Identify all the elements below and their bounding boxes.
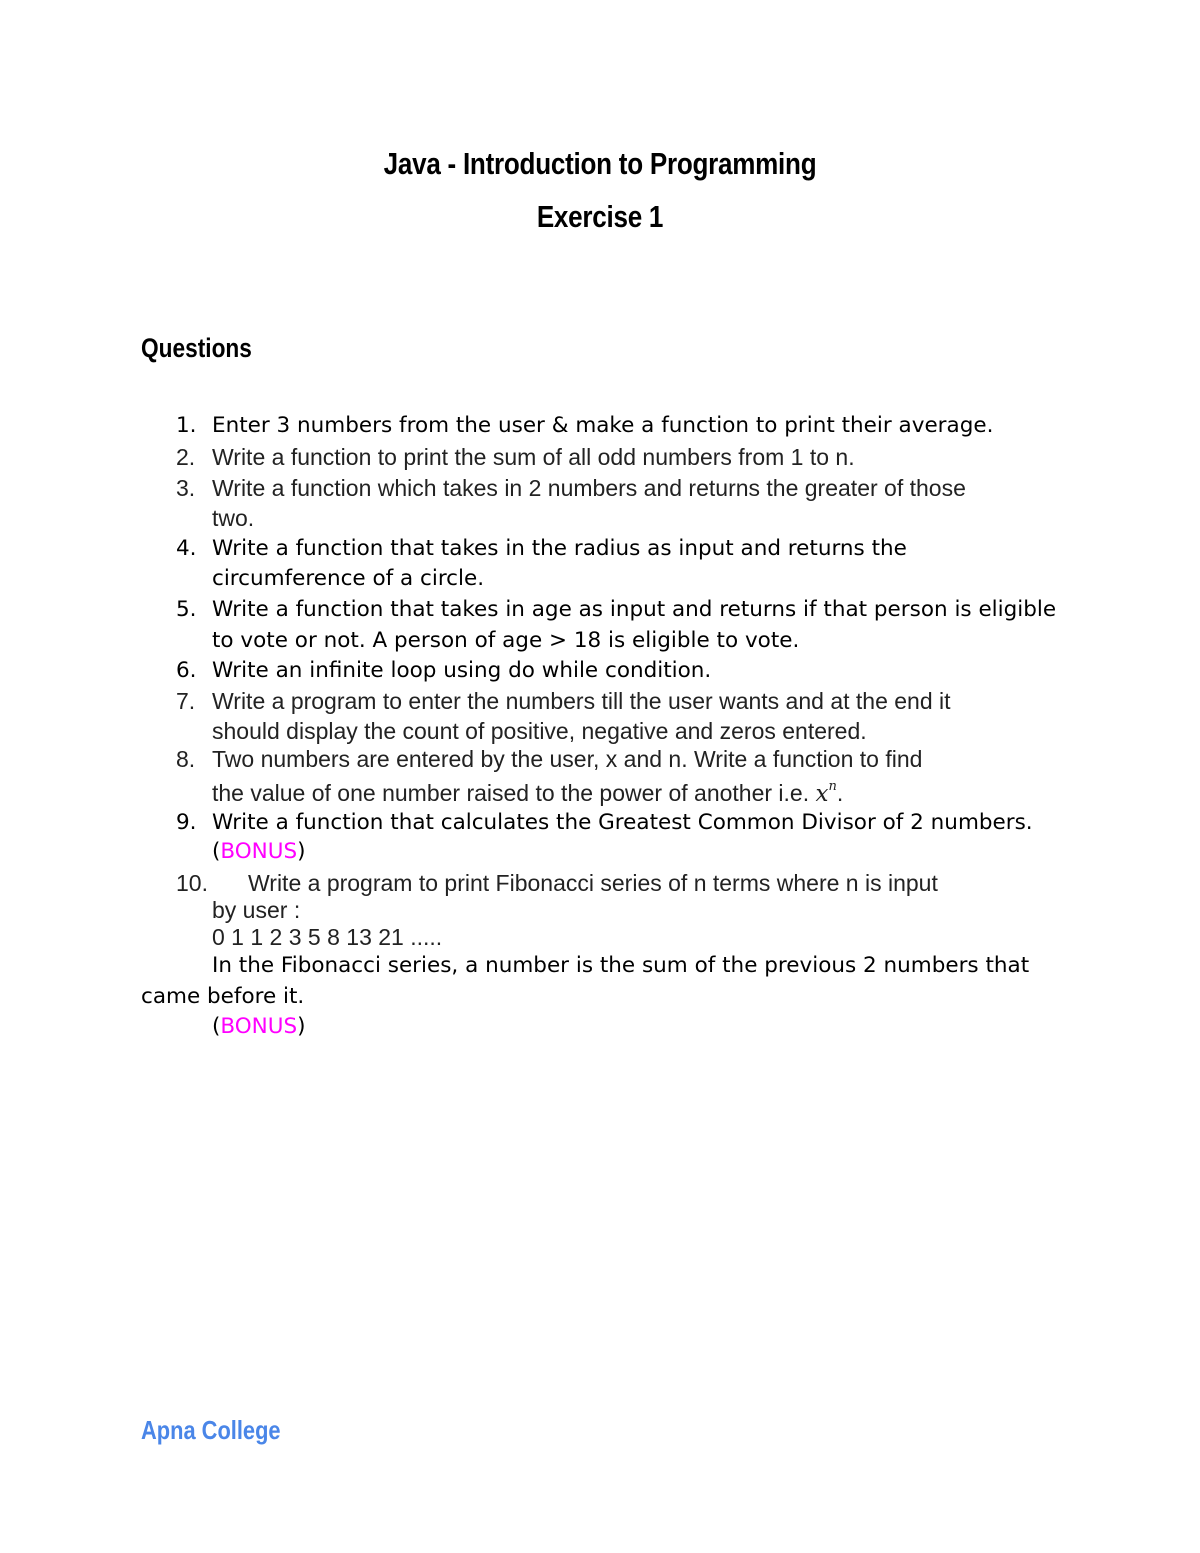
question-text: Write a program to enter the numbers till the user wants and at the end it bbox=[212, 688, 951, 714]
footer-brand: Apna College bbox=[141, 1415, 281, 1445]
math-base: x bbox=[815, 781, 829, 807]
question-number: 3. bbox=[176, 475, 196, 501]
bonus-label: BONUS bbox=[220, 839, 298, 864]
questions-heading: Questions bbox=[141, 333, 252, 363]
question-text: Write a function to print the sum of all odd numbers from 1 to n. bbox=[212, 444, 855, 470]
question-number: 2. bbox=[176, 444, 196, 470]
question-text: Write a function that takes in age as input and returns if that person is eligible bbox=[212, 597, 1057, 622]
question-number: 4. bbox=[176, 536, 197, 561]
bonus-paren-close: ) bbox=[297, 839, 306, 864]
question-number: 9. bbox=[176, 810, 197, 835]
bonus-label: BONUS bbox=[220, 1014, 298, 1039]
question-text: Two numbers are entered by the user, x and n. Write a function to find bbox=[212, 746, 923, 772]
question-text: Write an infinite loop using do while condition. bbox=[212, 658, 712, 683]
question-number: 1. bbox=[176, 413, 197, 438]
question-number: 8. bbox=[176, 746, 196, 772]
question-text-with-math bbox=[212, 779, 844, 807]
question-text: should display the count of positive, negative and zeros entered. bbox=[212, 718, 867, 744]
math-punctuation: . bbox=[836, 780, 844, 806]
question-text: to vote or not. A person of age > 18 is eligible to vote. bbox=[212, 628, 800, 653]
question-text: Write a function that takes in the radius as input and returns the bbox=[212, 536, 907, 561]
question-text: two. bbox=[212, 505, 255, 531]
question-text: In the Fibonacci series, a number is the sum of the previous 2 numbers that bbox=[212, 953, 1030, 978]
question-text: by user : bbox=[212, 897, 301, 923]
question-text: Enter 3 numbers from the user & make a function to print their average. bbox=[212, 413, 994, 438]
document-title: Java - Introduction to Programming bbox=[383, 146, 817, 181]
fibonacci-sequence: 0 1 1 2 3 5 8 13 21 ..... bbox=[212, 924, 443, 950]
math-exponent: n bbox=[828, 779, 837, 795]
question-number: 7. bbox=[176, 688, 196, 714]
question-number: 10. bbox=[176, 870, 208, 896]
question-text: Write a function that calculates the Greatest Common Divisor of 2 numbers. bbox=[212, 810, 1033, 835]
math-expression bbox=[816, 781, 837, 807]
question-text: circumference of a circle. bbox=[212, 566, 485, 591]
bonus-paren-close: ) bbox=[297, 1014, 306, 1039]
question-text: came before it. bbox=[141, 984, 305, 1009]
question-text: the value of one number raised to the power of another i.e. bbox=[212, 780, 816, 806]
bonus-tag bbox=[212, 1016, 306, 1038]
question-number: 5. bbox=[176, 597, 197, 622]
question-text: Write a program to print Fibonacci series of n terms where n is input bbox=[248, 870, 938, 896]
bonus-tag bbox=[212, 841, 306, 863]
question-number: 6. bbox=[176, 658, 197, 683]
exercise-subtitle: Exercise 1 bbox=[536, 199, 664, 234]
question-text: Write a function which takes in 2 numbers and returns the greater of those bbox=[212, 475, 966, 501]
bonus-paren-open: ( bbox=[212, 1014, 221, 1039]
bonus-paren-open: ( bbox=[212, 839, 221, 864]
